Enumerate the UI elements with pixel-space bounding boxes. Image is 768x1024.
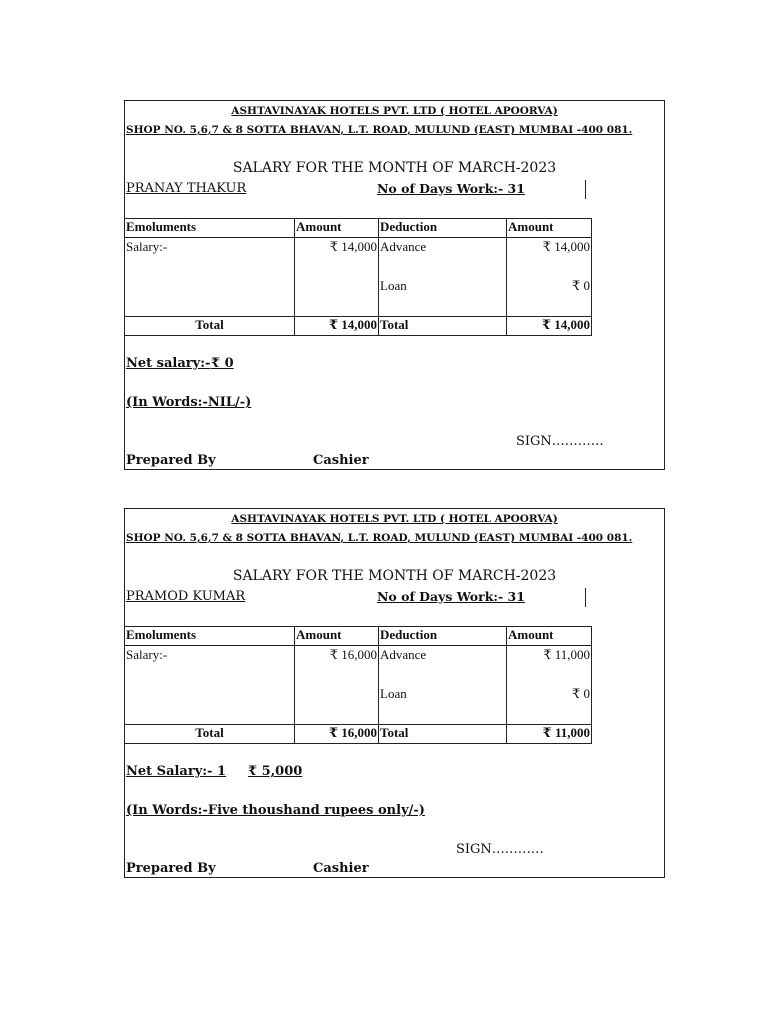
divider-line bbox=[585, 180, 586, 199]
company-name: ASHTAVINAYAK HOTELS PVT. LTD ( HOTEL APOORVA) bbox=[231, 105, 558, 117]
total-emoluments: ₹ 14,000 bbox=[295, 317, 379, 336]
total-emoluments: ₹ 16,000 bbox=[295, 725, 379, 744]
company-address: SHOP NO. 5,6,7 & 8 SOTTA BHAVAN, L.T. ROAD, MULUND (EAST) MUMBAI -400 081. bbox=[126, 124, 633, 136]
loan-amount: ₹ 0 bbox=[507, 277, 592, 317]
net-salary-amount: ₹ 5,000 bbox=[248, 764, 303, 779]
salary-table bbox=[125, 626, 592, 744]
table-header-row bbox=[125, 627, 592, 646]
total-deduction-label: Total bbox=[379, 725, 507, 744]
net-salary-label: Net Salary:- 1 bbox=[126, 764, 227, 779]
net-salary-amount: ₹ 0 bbox=[211, 356, 234, 371]
prepared-by: Prepared By bbox=[126, 453, 216, 468]
amount-in-words: (In Words:-Five thoushand rupees only/-) bbox=[126, 803, 425, 818]
company-address: SHOP NO. 5,6,7 & 8 SOTTA BHAVAN, L.T. ROAD, MULUND (EAST) MUMBAI -400 081. bbox=[126, 532, 633, 544]
slip-title: SALARY FOR THE MONTH OF MARCH-2023 bbox=[232, 568, 557, 584]
empty-cell bbox=[295, 685, 379, 725]
salary-amount: ₹ 16,000 bbox=[295, 646, 379, 686]
loan-label: Loan bbox=[379, 685, 507, 725]
salary-amount: ₹ 14,000 bbox=[295, 238, 379, 278]
header-deduction: Deduction bbox=[379, 219, 507, 238]
signature-line: SIGN………… bbox=[516, 434, 604, 449]
header-amount: Amount bbox=[295, 219, 379, 238]
table-row bbox=[125, 685, 592, 725]
total-deduction-label: Total bbox=[379, 317, 507, 336]
header-emoluments: Emoluments bbox=[125, 219, 295, 238]
net-salary-label: Net salary:- bbox=[126, 356, 211, 371]
salary-slip-pramod bbox=[124, 508, 665, 878]
total-row bbox=[125, 317, 592, 336]
header-amount: Amount bbox=[295, 627, 379, 646]
amount-in-words: (In Words:-NIL/-) bbox=[126, 395, 252, 410]
header-deduction: Deduction bbox=[379, 627, 507, 646]
prepared-by: Prepared By bbox=[126, 861, 216, 876]
empty-cell bbox=[295, 277, 379, 317]
salary-label: Salary:- bbox=[125, 238, 295, 278]
empty-cell bbox=[125, 277, 295, 317]
salary-table bbox=[125, 218, 592, 336]
slip-title: SALARY FOR THE MONTH OF MARCH-2023 bbox=[232, 160, 557, 176]
advance-amount: ₹ 14,000 bbox=[507, 238, 592, 278]
cashier-label: Cashier bbox=[313, 861, 369, 876]
salary-label: Salary:- bbox=[125, 646, 295, 686]
total-row bbox=[125, 725, 592, 744]
loan-label: Loan bbox=[379, 277, 507, 317]
table-row bbox=[125, 277, 592, 317]
company-name: ASHTAVINAYAK HOTELS PVT. LTD ( HOTEL APOORVA) bbox=[231, 513, 558, 525]
days-worked: No of Days Work:- 31 bbox=[377, 589, 525, 604]
table-row bbox=[125, 646, 592, 686]
total-deductions: ₹ 14,000 bbox=[507, 317, 592, 336]
table-header-row bbox=[125, 219, 592, 238]
header-amount: Amount bbox=[507, 627, 592, 646]
cashier-label: Cashier bbox=[313, 453, 369, 468]
days-worked: No of Days Work:- 31 bbox=[377, 181, 525, 196]
loan-amount: ₹ 0 bbox=[507, 685, 592, 725]
advance-label: Advance bbox=[379, 646, 507, 686]
signature-line: SIGN………… bbox=[456, 842, 544, 857]
advance-label: Advance bbox=[379, 238, 507, 278]
total-label: Total bbox=[125, 725, 295, 744]
total-deductions: ₹ 11,000 bbox=[507, 725, 592, 744]
header-amount: Amount bbox=[507, 219, 592, 238]
table-row bbox=[125, 238, 592, 278]
empty-cell bbox=[125, 685, 295, 725]
salary-slip-pranay bbox=[124, 100, 665, 470]
divider-line bbox=[585, 588, 586, 607]
employee-name: PRAMOD KUMAR bbox=[126, 589, 246, 604]
advance-amount: ₹ 11,000 bbox=[507, 646, 592, 686]
employee-name: PRANAY THAKUR bbox=[126, 181, 247, 196]
header-emoluments: Emoluments bbox=[125, 627, 295, 646]
total-label: Total bbox=[125, 317, 295, 336]
